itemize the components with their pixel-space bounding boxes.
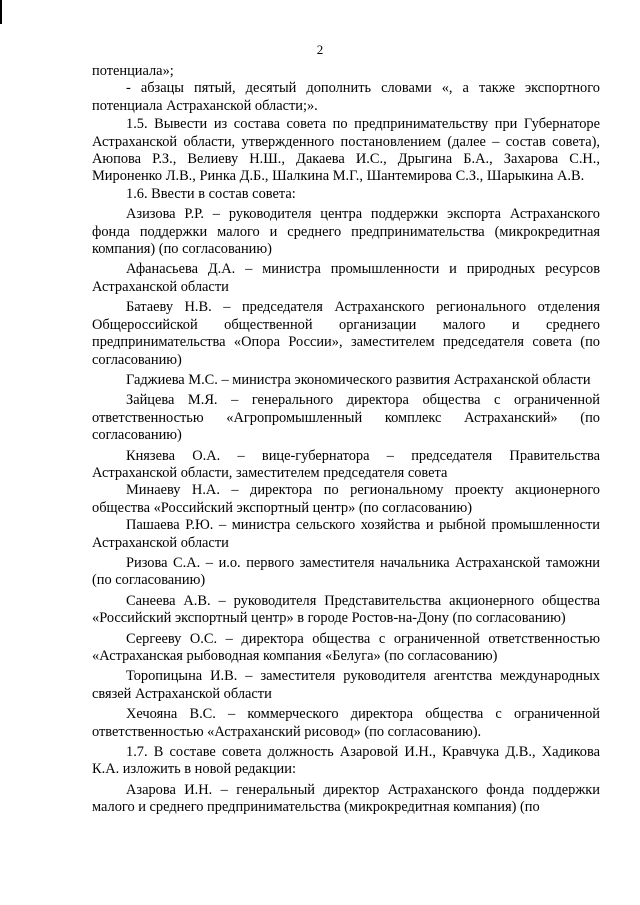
member-entry-azarova: Азарова И.Н. – генеральный директор Астраханского фонда поддержки малого и среднего предпринимательства (микрокредитная компания) (по	[92, 781, 600, 816]
member-entry-afanasiev: Афанасьева Д.А. – министра промышленности и природных ресурсов Астраханской области	[92, 261, 600, 295]
member-entry-rizov: Ризова С.А. – и.о. первого заместителя начальника Астраханской таможни (по согласованию)	[92, 554, 600, 589]
document-body	[92, 63, 600, 817]
member-entry-zaitsev: Зайцева М.Я. – генерального директора общества с ограниченной ответственностью «Агропромышленный комплекс Астраханский» (по согласованию)	[92, 392, 600, 444]
member-entry-saneev: Санеева А.В. – руководителя Представительства акционерного общества «Российский экспортный центр» в городе Ростов-на-Дону (по согласованию)	[92, 592, 600, 627]
member-entry-knyazev: Князева О.А. – вице-губернатора – председателя Правительства Астраханской области, заместителем председателя совета	[92, 447, 600, 481]
paragraph-1-6: 1.6. Ввести в состав совета:	[126, 185, 296, 202]
member-entry-azizov: Азизова Р.Р. – руководителя центра поддержки экспорта Астраханского фонда поддержки малого и среднего предпринимательства (микрокредитная компания) (по согласованию)	[92, 206, 600, 258]
member-entry-sergeeva: Сергееву О.С. – директора общества с ограниченной ответственностью «Астраханская рыбоводная компания «Белуга» (по согласованию)	[92, 630, 600, 664]
member-entry-khechoyan: Хечояна В.С. – коммерческого директора общества с ограниченной ответственностью «Астраханский рисовод» (по согласованию).	[92, 706, 600, 740]
member-entry-gadzhiev: Гаджиева М.С. – министра экономического развития Астраханской области	[126, 371, 591, 388]
page-number: 2	[316, 42, 324, 57]
member-entry-pashaev: Пашаева Р.Ю. – министра сельского хозяйства и рыбной промышленности Астраханской области	[92, 517, 600, 551]
paragraph-1-5: 1.5. Вывести из состава совета по предпринимательству при Губернаторе Астраханской области, утвержденного постановлением (далее – состав совета), Аюпова Р.З., Велиеву Н.Ш., Дакаева И.С., Дрыгина Б.А., Захарова С.Н., Мироненко Л.В., Ринка Д.Б., Шалкина М.Г., Шантемирова С.З., Шарыкина А.В.	[92, 116, 600, 185]
member-entry-toropitsyna: Торопицына И.В. – заместителя руководителя агентства международных связей Астраханской области	[92, 668, 600, 702]
paragraph-continuation: потенциала»;	[92, 63, 174, 79]
paragraph-amendment-abzatsy: - абзацы пятый, десятый дополнить словами «, а также экспортного потенциала Астраханской области;».	[92, 80, 600, 114]
page-edge-mark	[0, 0, 2, 24]
paragraph-1-7: 1.7. В составе совета должность Азаровой И.Н., Кравчука Д.В., Хадикова К.А. изложить в новой редакции:	[92, 744, 600, 778]
member-entry-minaeva: Минаеву Н.А. – директора по региональному проекту акционерного общества «Российский экспортный центр» (по согласованию)	[92, 482, 600, 516]
member-entry-bataeva: Батаеву Н.В. – председателя Астраханского регионального отделения Общероссийской общественной организации малого и среднего предпринимательства «Опора России», заместителем председателя совета (по согласованию)	[92, 299, 600, 368]
